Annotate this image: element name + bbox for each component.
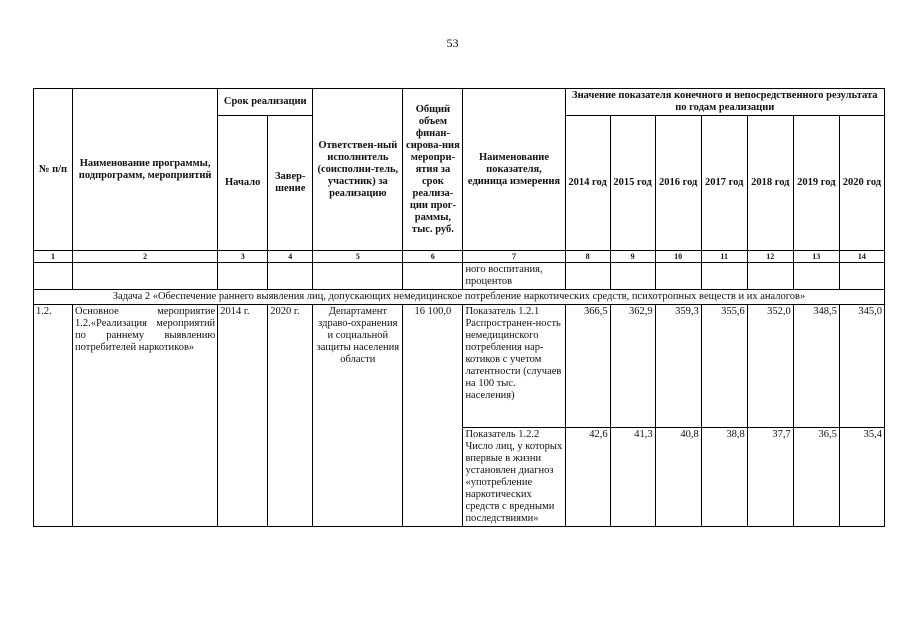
table-row (34, 305, 885, 428)
header-num: № п/п (34, 89, 73, 251)
indicator-2-value: 37,7 (747, 428, 793, 527)
indicator-1-value: 345,0 (839, 305, 884, 428)
indicator-table (33, 88, 885, 527)
column-number: 1 (34, 251, 73, 263)
column-number: 2 (73, 251, 218, 263)
column-number: 12 (747, 251, 793, 263)
row-end: 2020 г. (268, 305, 313, 527)
task-text: Задача 2 «Обеспечение раннего выявления лиц, допускающих немедицинское потребление наркотических средств, психотропных веществ и их аналогов» (34, 290, 885, 305)
column-number: 6 (403, 251, 463, 263)
continuation-text: ного воспитания, процентов (463, 263, 565, 290)
header-indicator: Наименование показателя, единица измерения (463, 89, 565, 251)
header-name: Наименование программы, подпрограмм, мероприятий (73, 89, 218, 251)
header-term: Срок реализации (218, 89, 313, 116)
header-funding: Общий объем финан-сирова-ния меропри-ятия за срок реализа-ции прог-раммы, тыс. руб. (403, 89, 463, 251)
indicator-1-text: Показатель 1.2.1 Распространен-ность немедицинского потребления нар-котиков с учетом латентности (случаев на 100 тыс. населения) (463, 305, 565, 428)
indicator-1-value: 362,9 (610, 305, 655, 428)
column-number: 8 (565, 251, 610, 263)
indicator-1-value: 359,3 (655, 305, 701, 428)
row-funding: 16 100,0 (403, 305, 463, 527)
column-number: 13 (793, 251, 839, 263)
header-year-2019: 2019 год (793, 116, 839, 251)
row-start: 2014 г. (218, 305, 268, 527)
header-start: Начало (218, 116, 268, 251)
header-year-2017: 2017 год (701, 116, 747, 251)
header-end: Завер-шение (268, 116, 313, 251)
column-number: 4 (268, 251, 313, 263)
indicator-1-value: 366,5 (565, 305, 610, 428)
indicator-2-value: 38,8 (701, 428, 747, 527)
column-number: 9 (610, 251, 655, 263)
continuation-row (34, 263, 885, 290)
column-number: 10 (655, 251, 701, 263)
indicator-1-value: 352,0 (747, 305, 793, 428)
header-year-2015: 2015 год (610, 116, 655, 251)
header-year-2016: 2016 год (655, 116, 701, 251)
indicator-2-value: 36,5 (793, 428, 839, 527)
column-number: 5 (313, 251, 403, 263)
column-number-row (34, 251, 885, 263)
row-executor: Департамент здраво-охранения и социальной защиты населения области (313, 305, 403, 527)
indicator-2-value: 42,6 (565, 428, 610, 527)
header-executor: Ответствен-ный исполнитель (соисполни-тель, участник) за реализацию (313, 89, 403, 251)
column-number: 7 (463, 251, 565, 263)
header-year-2020: 2020 год (839, 116, 884, 251)
header-year-2014: 2014 год (565, 116, 610, 251)
header-values-title: Значение показателя конечного и непосредственного результата по годам реализации (565, 89, 884, 116)
column-number: 11 (701, 251, 747, 263)
indicator-2-value: 41,3 (610, 428, 655, 527)
row-name: Основное мероприятие 1.2.«Реализация мероприятий по раннему выявлению потребителей наркотиков» (73, 305, 218, 527)
page-number: 53 (446, 36, 459, 50)
header-year-2018: 2018 год (747, 116, 793, 251)
indicator-2-value: 35,4 (839, 428, 884, 527)
column-number: 14 (839, 251, 884, 263)
indicator-1-value: 348,5 (793, 305, 839, 428)
indicator-2-value: 40,8 (655, 428, 701, 527)
header-row-1 (34, 89, 885, 116)
indicator-1-value: 355,6 (701, 305, 747, 428)
task-row (34, 290, 885, 305)
column-number: 3 (218, 251, 268, 263)
row-num: 1.2. (34, 305, 73, 527)
indicator-2-text: Показатель 1.2.2 Число лиц, у которых впервые в жизни установлен диагноз «употребление наркотических средств с вредными последствиями» (463, 428, 565, 527)
